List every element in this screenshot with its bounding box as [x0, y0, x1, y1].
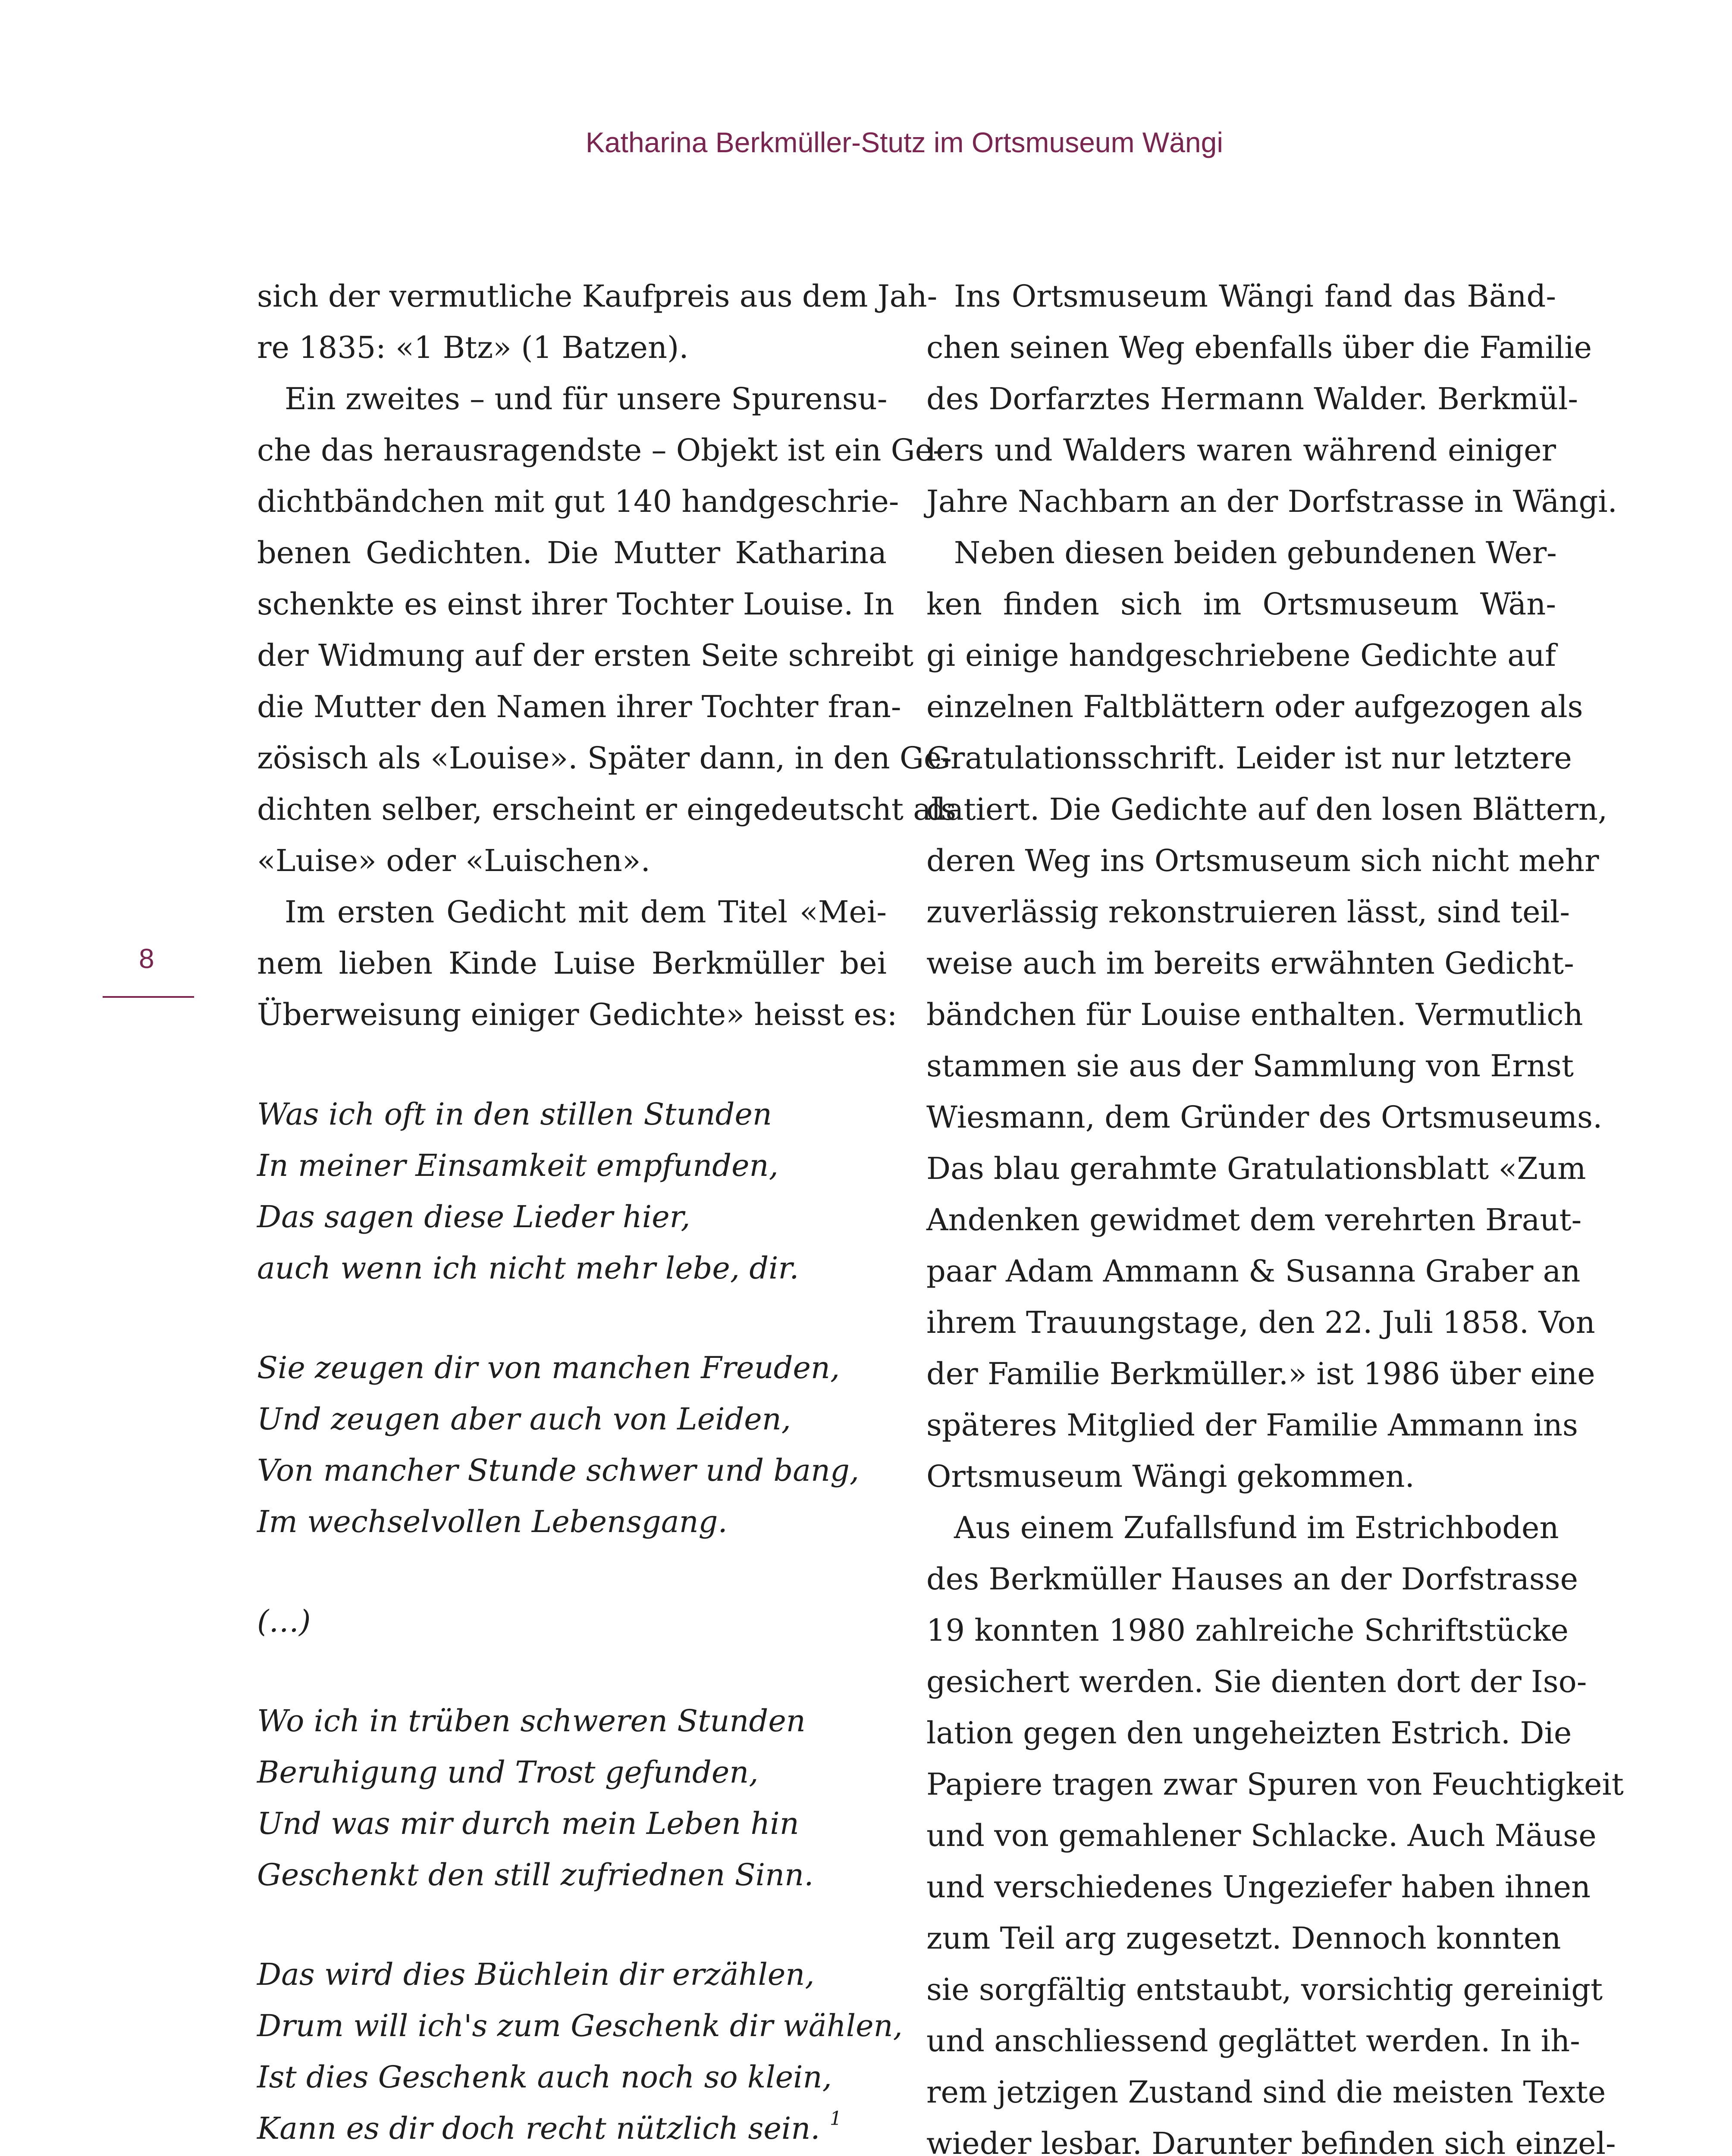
poem-line: Von mancher Stunde schwer und bang,: [257, 1453, 860, 1488]
paragraph-gratulationsschrift: [926, 527, 1608, 1502]
text-line: paar Adam Ammann & Susanna Graber an: [926, 1253, 1581, 1289]
text-line: schenkte es einst ihrer Tochter Louise. In: [257, 586, 894, 622]
poem-line: Drum will ich's zum Geschenk dir wählen,: [257, 2008, 903, 2043]
text-line: Ins Ortsmuseum Wängi fand das Bänd-: [954, 279, 1556, 314]
footnote-reference[interactable]: 1: [829, 2108, 842, 2130]
text-line: Neben diesen beiden gebundenen Wer-: [954, 535, 1557, 570]
text-line: zum Teil arg zugesetzt. Dennoch konnten: [926, 1921, 1561, 1956]
text-line: Aus einem Zufallsfund im Estrichboden: [954, 1510, 1559, 1545]
paragraph-weg-ins-museum: [926, 271, 1617, 527]
poem: [257, 1089, 903, 2154]
page-number-rule: [103, 996, 194, 998]
text-line: 19 konnten 1980 zahlreiche Schriftstücke: [926, 1613, 1569, 1648]
poem-line: Das wird dies Büchlein dir erzählen,: [257, 1957, 815, 1992]
text-line: re 1835: «1 Btz» (1 Batzen).: [257, 330, 689, 365]
text-line: zuverlässig rekonstruieren lässt, sind teil-: [926, 894, 1570, 930]
text-line: des Berkmüller Hauses an der Dorfstrasse: [926, 1561, 1578, 1597]
stanza-gap: [257, 1901, 887, 1949]
text-line: lers und Walders waren während einiger: [926, 432, 1556, 468]
poem-line: auch wenn ich nicht mehr lebe, dir.: [257, 1250, 799, 1286]
poem-line: Geschenkt den still zufriednen Sinn.: [257, 1857, 814, 1893]
poem-line: Ist dies Geschenk auch noch so klein,: [257, 2059, 832, 2095]
text-line: wieder lesbar. Darunter befinden sich einzel-: [926, 2126, 1616, 2156]
paragraph-intro: [257, 271, 938, 373]
text-line: bändchen für Louise enthalten. Vermutlich: [926, 997, 1583, 1032]
text-line: benen Gedichten. Die Mutter Katharina: [257, 535, 887, 570]
text-line: sich der vermutliche Kaufpreis aus dem Jah-: [257, 279, 938, 314]
text-line: Ein zweites – und für unsere Spurensu-: [285, 381, 888, 417]
text-line: die Mutter den Namen ihrer Tochter fran-: [257, 689, 901, 724]
text-line: der Widmung auf der ersten Seite schreibt: [257, 638, 914, 673]
poem-stanza: [257, 1342, 887, 1548]
text-line: Jahre Nachbarn an der Dorfstrasse in Wängi.: [926, 484, 1617, 519]
poem-line: In meiner Einsamkeit empfunden,: [257, 1148, 778, 1183]
text-line: Papiere tragen zwar Spuren von Feuchtigkeit: [926, 1767, 1624, 1802]
running-header: Katharina Berkmüller-Stutz im Ortsmuseum Wängi: [585, 126, 1223, 158]
stanza-gap: [257, 1548, 887, 1596]
text-line: stammen sie aus der Sammlung von Ernst: [926, 1048, 1574, 1084]
text-line: chen seinen Weg ebenfalls über die Familie: [926, 330, 1592, 365]
poem-line: Sie zeugen dir von manchen Freuden,: [257, 1350, 840, 1385]
poem-line: Was ich oft in den stillen Stunden: [257, 1097, 772, 1132]
text-line: dichtbändchen mit gut 140 handgeschrie-: [257, 484, 899, 519]
text-line: und verschiedenes Ungeziefer haben ihnen: [926, 1869, 1591, 1905]
text-line: Überweisung einiger Gedichte» heisst es:: [257, 997, 897, 1032]
poem-line-text: Kann es dir doch recht nützlich sein.: [257, 2111, 820, 2146]
poem-stanza: [257, 1089, 887, 1294]
text-line: Ortsmuseum Wängi gekommen.: [926, 1459, 1415, 1494]
right-column: [926, 271, 1624, 2156]
text-line: Andenken gewidmet dem verehrten Braut-: [926, 1202, 1582, 1238]
text-line: ihrem Trauungstage, den 22. Juli 1858. Von: [926, 1305, 1595, 1340]
text-line: weise auch im bereits erwähnten Gedicht-: [926, 946, 1574, 981]
text-line: nem lieben Kinde Luise Berkmüller bei: [257, 946, 887, 981]
text-line: ken finden sich im Ortsmuseum Wän-: [926, 586, 1556, 622]
text-line: zösisch als «Louise». Später dann, in den Ge-: [257, 740, 952, 776]
poem-spacer: [257, 1040, 887, 1089]
paragraph-zufallsfund: [926, 1502, 1624, 2156]
text-line: gesichert werden. Sie dienten dort der Iso-: [926, 1664, 1587, 1699]
poem-line: Und was mir durch mein Leben hin: [257, 1806, 799, 1841]
text-line: gi einige handgeschriebene Gedichte auf: [926, 638, 1556, 673]
text-line: deren Weg ins Ortsmuseum sich nicht mehr: [926, 843, 1599, 878]
paragraph-erstes-gedicht: [257, 887, 897, 1040]
poem-stanza: [257, 1695, 887, 1901]
page-number: 8: [139, 943, 154, 974]
text-line: und von gemahlener Schlacke. Auch Mäuse: [926, 1818, 1597, 1853]
text-line: «Luise» oder «Luischen».: [257, 843, 650, 878]
text-line: rem jetzigen Zustand sind die meisten Texte: [926, 2075, 1606, 2110]
text-line: Gratulationsschrift. Leider ist nur letztere: [926, 740, 1572, 776]
text-line: der Familie Berkmüller.» ist 1986 über eine: [926, 1356, 1595, 1391]
text-line: einzelnen Faltblättern oder aufgezogen als: [926, 689, 1583, 724]
text-line: lation gegen den ungeheizten Estrich. Die: [926, 1715, 1572, 1751]
poem-line: Das sagen diese Lieder hier,: [257, 1199, 690, 1235]
stanza-gap: [257, 1647, 887, 1695]
poem-ellipsis: (…): [257, 1604, 311, 1639]
poem-line: Im wechselvollen Lebensgang.: [257, 1504, 728, 1539]
left-column: [257, 271, 957, 2154]
text-line: dichten selber, erscheint er eingedeutscht als: [257, 792, 957, 827]
text-line: späteres Mitglied der Familie Ammann ins: [926, 1407, 1578, 1443]
text-line: Das blau gerahmte Gratulationsblatt «Zum: [926, 1151, 1586, 1186]
text-line: Wiesmann, dem Gründer des Ortsmuseums.: [926, 1100, 1603, 1135]
paragraph-gedichtbaendchen: [257, 373, 957, 887]
poem-line: Wo ich in trüben schweren Stunden: [257, 1703, 806, 1739]
poem-line: Und zeugen aber auch von Leiden,: [257, 1401, 791, 1437]
poem-stanza: [257, 1949, 903, 2154]
text-line: und anschliessend geglättet werden. In ih-: [926, 2023, 1580, 2059]
stanza-gap: [257, 1294, 887, 1342]
poem-line: Beruhigung und Trost gefunden,: [257, 1755, 759, 1790]
text-line: des Dorfarztes Hermann Walder. Berkmül-: [926, 381, 1578, 417]
text-line: Im ersten Gedicht mit dem Titel «Mei-: [285, 894, 887, 930]
poem-line-last: [257, 2103, 887, 2154]
text-line: che das herausragendste – Objekt ist ein Ge-: [257, 432, 943, 468]
text-line: sie sorgfältig entstaubt, vorsichtig gereinigt: [926, 1972, 1603, 2007]
text-line: datiert. Die Gedichte auf den losen Blättern,: [926, 792, 1608, 827]
